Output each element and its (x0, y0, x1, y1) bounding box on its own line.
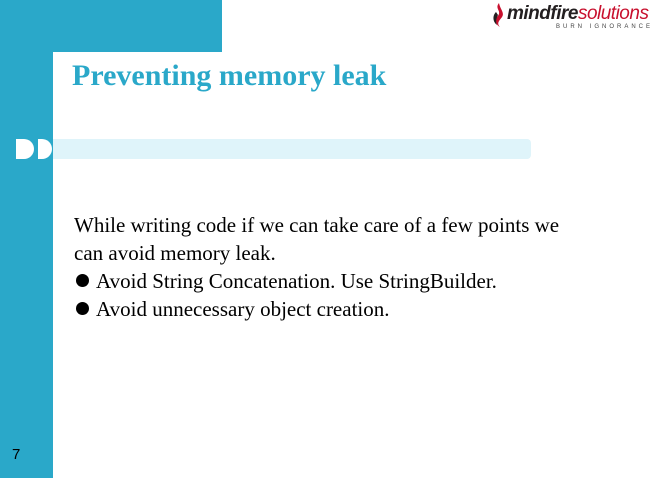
bullet-text: Avoid unnecessary object creation. (96, 297, 390, 321)
title-divider-bar (53, 139, 531, 159)
logo-wordmark (507, 3, 648, 25)
bullet-text: Avoid String Concatenation. Use StringBuilder. (96, 269, 497, 293)
logo-tagline: BURN IGNORANCE (556, 24, 653, 30)
company-logo (490, 0, 653, 34)
slide-body (74, 211, 574, 323)
left-accent-band (0, 0, 53, 478)
flame-icon (490, 2, 508, 28)
page-number: 7 (12, 446, 21, 463)
logo-brand-part2: solutions (577, 3, 649, 24)
logo-brand-part1: mindfire (507, 3, 578, 24)
bullet-dot-icon (76, 274, 89, 287)
slide-title: Preventing memory leak (72, 59, 387, 92)
bullet-item (74, 295, 574, 323)
bullet-dot-icon (76, 302, 89, 315)
intro-paragraph: While writing code if we can take care of a few points we can avoid memory leak. (74, 213, 560, 265)
top-accent-block (0, 0, 222, 52)
bullet-item (74, 267, 574, 295)
